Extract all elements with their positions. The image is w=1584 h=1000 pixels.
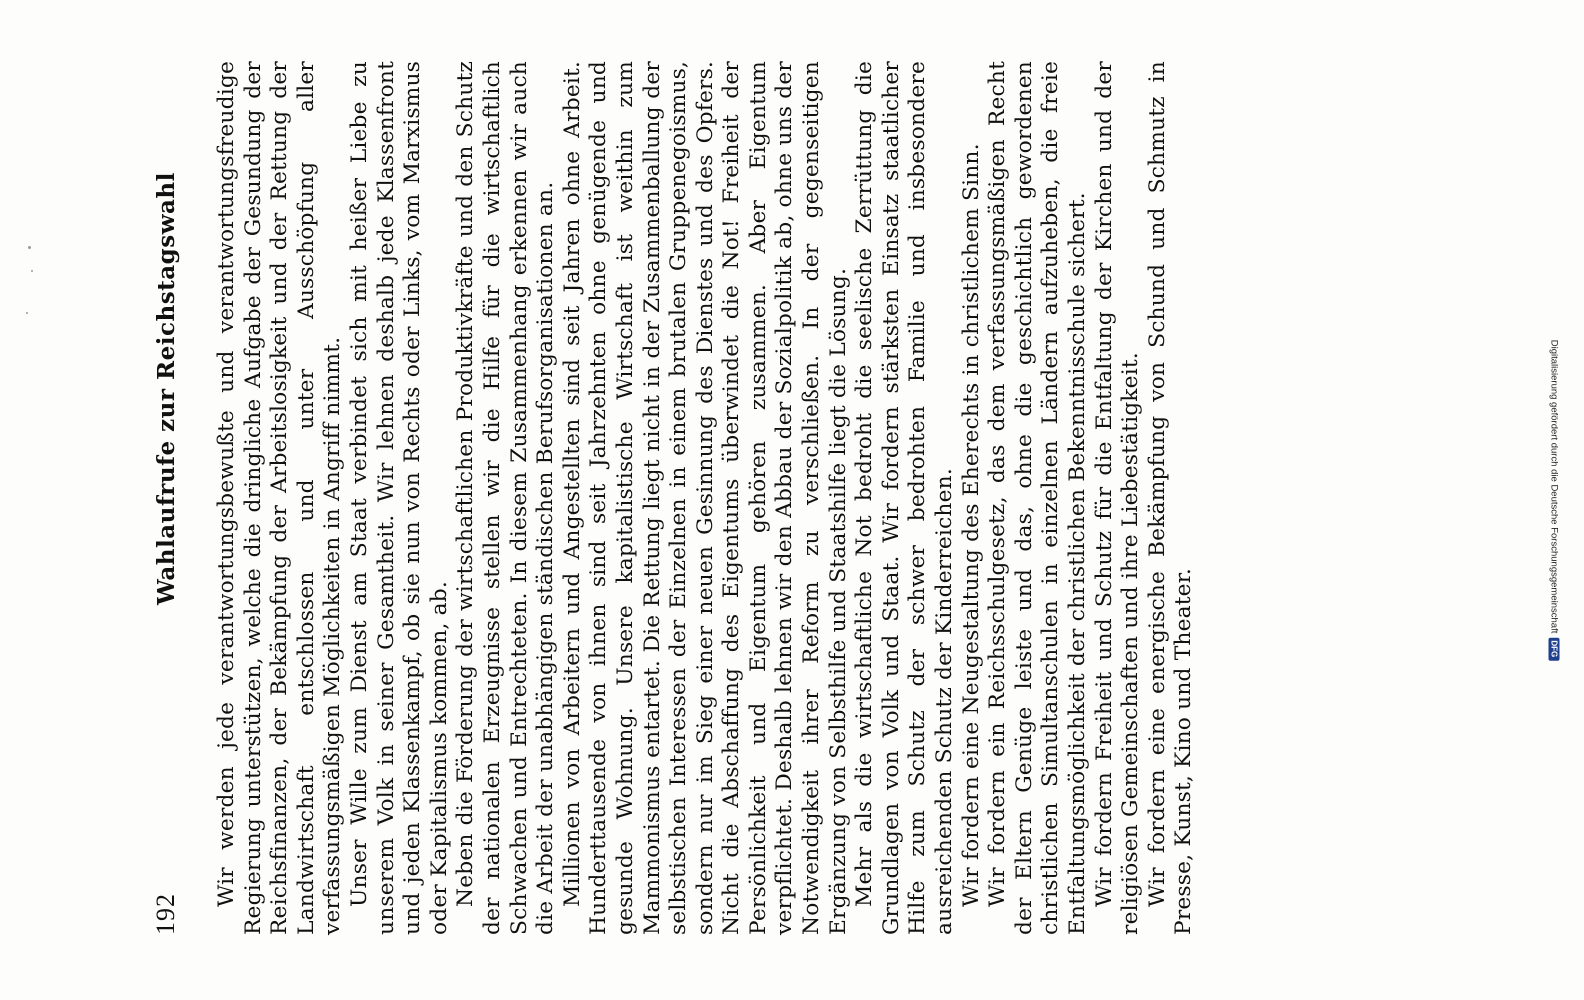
digitization-sidebar [1540,20,1568,980]
paragraph: Unser Wille zum Dienst am Staat verbindet sich mit heißer Liebe zu unserem Volk in seiner Gesamtheit. Wir lehnen deshalb jede Klassenfront und jeden Klassenkampf, ob sie nun von Rechts oder Links, vom Marxismus oder Kapitalismus kommen, ab. [346,61,452,935]
paragraph: Wir fordern eine Neugestaltung des Eherechts in christlichem Sinn. [958,143,984,907]
credit-text: Digitalisierung gefördert durch die Deutsche Forschungsgemeinschaft [1548,339,1560,634]
dfg-logo: DFG [1549,637,1560,660]
digitization-credit [1549,340,1560,661]
paragraph: Millionen von Arbeitern und Angestellten sind seit Jahren ohne Arbeit. Hunderttausende von ihnen sind seit Jahrzehnten ohne genügende und gesunde Wohnung. Unsere kapitalistische Wirtschaft ist weithin zum Mammonismus entartet. Die Rettung liegt nicht in der Zusammenballung der selbstischen Interessen der Einzelnen in einem brutalen Gruppenegoismus, sondern nur im Sieg einer neuen Gesinnung des Dienstes und des Opfers. Nicht die Abschaffung des Eigentums überwindet die Not! Freiheit der Persönlichkeit und Eigentum gehören zusammen. Aber Eigentum verpflichtet. Deshalb lehnen wir den Abbau der Sozialpolitik ab, ohne uns der Notwendigkeit ihrer Reform zu verschließen. In der gegenseitigen Ergänzung von Selbsthilfe und Staatshilfe liegt die Lösung. [559,61,851,935]
page-number: 192 [151,893,180,935]
paragraph: Wir fordern ein Reichsschulgesetz, das dem verfassungsmäßigen Recht der Eltern Genüge leiste und das, ohne die geschichtlich gewordenen christlichen Simultanschulen in einzelnen Ländern aufzuheben, die freie Entfaltungsmöglichkeit der christlichen Bekenntnisschule sichert. [985,61,1090,935]
paragraph: Wir fordern Freiheit und Schutz für die Entfaltung der Kirchen und der religiösen Gemeinschaften und ihre Liebestätigkeit. [1091,61,1144,935]
paragraph: Wir werden jede verantwortungsbewußte und verantwortungsfreudige Regierung unterstützen, welche die dringliche Aufgabe der Gesundung der Reichsfinanzen, der Bekämpfung der Arbeitslosigkeit und der Rettung der Landwirtschaft entschlossen und unter Ausschöpfung aller verfassungsmäßigen Möglichkeiten in Angriff nimmt. [214,61,346,935]
page-body [214,61,1460,935]
scan-speck [26,312,28,314]
paragraph: Mehr als die wirtschaftliche Not bedroht die seelische Zerrüttung die Grundlagen von Volk und Staat. Wir fordern stärksten Einsatz staatlicher Hilfe zum Schutz der schwer bedrohten Familie und insbesondere ausreichenden Schutz der Kinderreichen. [852,61,958,935]
scan-speck [31,270,33,272]
page-header [146,65,186,935]
running-head: Wahlaufrufe zur Reichstagswahl [152,172,180,605]
paragraph: Neben die Förderung der wirtschaftlichen Produktivkräfte und den Schutz der nationalen Erzeugnisse stellen wir die Hilfe für die wirtschaftlich Schwachen und Entrechteten. In diesem Zusammenhang erkennen wir auch die Arbeit der unabhängigen ständischen Berufsorganisationen an. [453,61,559,935]
rotated-book-page [80,25,1480,975]
scan-speck [28,246,31,249]
paragraph: Wir fordern eine energische Bekämpfung von Schund und Schmutz in Presse, Kunst, Kino und Theater. [1144,61,1197,935]
